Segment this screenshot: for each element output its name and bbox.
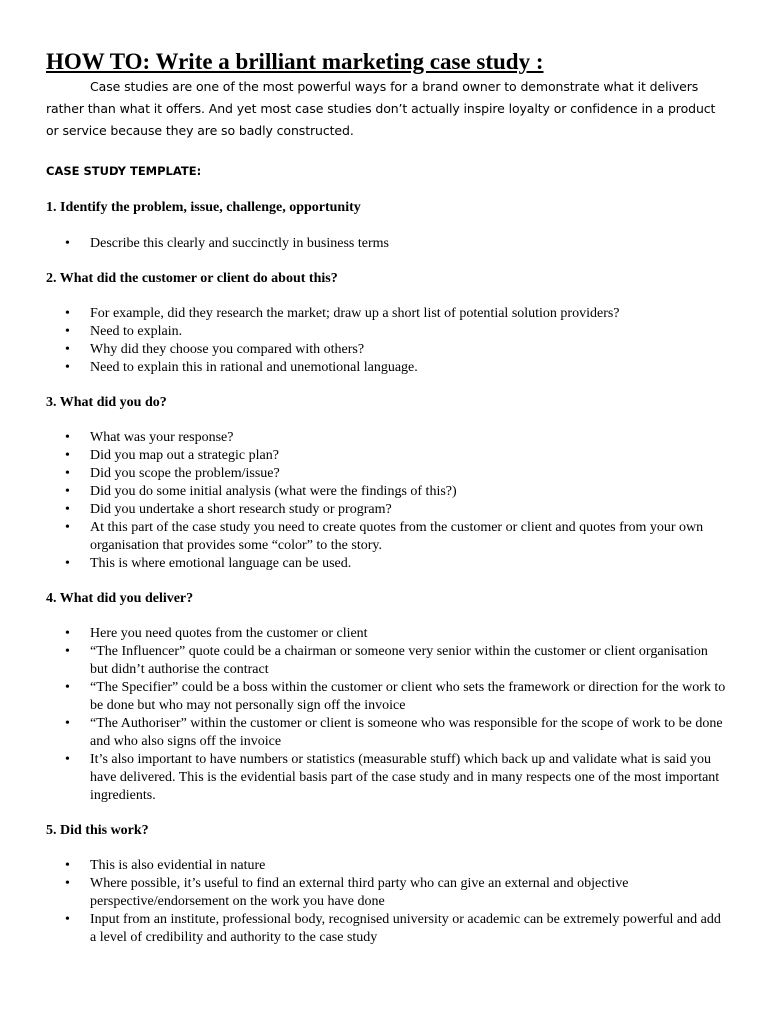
bullet-icon: •: [65, 236, 70, 251]
bullet-icon: •: [65, 324, 70, 339]
bullet-list: [46, 429, 728, 573]
bullet-text: Need to explain this in rational and unemotional language.: [90, 360, 418, 375]
section-heading: 5. Did this work?: [46, 823, 149, 838]
bullet-item: [46, 323, 728, 341]
bullet-icon: •: [65, 306, 70, 321]
bullet-icon: •: [65, 912, 70, 927]
bullet-icon: •: [65, 484, 70, 499]
bullet-text: For example, did they research the market; draw up a short list of potential solution providers?: [90, 306, 620, 321]
section-heading: 4. What did you deliver?: [46, 591, 194, 606]
section-1: [46, 199, 728, 253]
bullet-item: [46, 341, 728, 359]
bullet-text: Did you scope the problem/issue?: [90, 466, 280, 481]
bullet-text: What was your response?: [90, 430, 234, 445]
bullet-text: At this part of the case study you need to create quotes from the customer or client and quotes from your own organisation that provides some “color” to the story.: [90, 520, 704, 553]
bullet-icon: •: [65, 430, 70, 445]
template-label: CASE STUDY TEMPLATE:: [46, 164, 202, 178]
bullet-icon: •: [65, 626, 70, 641]
bullet-list: [46, 625, 728, 805]
bullet-icon: •: [65, 680, 70, 695]
bullet-item: [46, 643, 728, 679]
section-4: [46, 590, 728, 805]
bullet-item: [46, 235, 728, 253]
bullet-icon: •: [65, 360, 70, 375]
bullet-item: [46, 911, 728, 947]
bullet-text: This is where emotional language can be used.: [90, 556, 352, 571]
bullet-item: [46, 625, 728, 643]
bullet-text: Did you do some initial analysis (what were the findings of this?): [90, 484, 457, 499]
bullet-list: [46, 305, 728, 377]
bullet-icon: •: [65, 342, 70, 357]
bullet-list: [46, 857, 728, 947]
bullet-item: [46, 715, 728, 751]
bullet-item: [46, 555, 728, 573]
bullet-text: Where possible, it’s useful to find an external third party who can give an external and objective perspective/endorsement on the work you have done: [90, 876, 629, 909]
bullet-item: [46, 359, 728, 377]
bullet-item: [46, 305, 728, 323]
document-page: [46, 48, 728, 947]
section-2: [46, 270, 728, 377]
bullet-text: “The Influencer” quote could be a chairman or someone very senior within the customer or client organisation but didn’t authorise the contract: [90, 644, 708, 677]
section-5: [46, 822, 728, 947]
bullet-icon: •: [65, 716, 70, 731]
bullet-icon: •: [65, 876, 70, 891]
bullet-item: [46, 447, 728, 465]
bullet-item: [46, 857, 728, 875]
bullet-text: Here you need quotes from the customer or client: [90, 626, 368, 641]
bullet-item: [46, 429, 728, 447]
section-heading: 2. What did the customer or client do about this?: [46, 271, 338, 286]
bullet-item: [46, 501, 728, 519]
bullet-text: “The Authoriser” within the customer or client is someone who was responsible for the scope of work to be done and who also signs off the invoice: [90, 716, 723, 749]
bullet-text: Why did they choose you compared with others?: [90, 342, 365, 357]
bullet-list: [46, 235, 728, 253]
sections-container: [46, 199, 728, 947]
bullet-text: Input from an institute, professional body, recognised university or academic can be extremely powerful and add a level of credibility and authority to the case study: [90, 912, 721, 945]
bullet-item: [46, 483, 728, 501]
bullet-icon: •: [65, 556, 70, 571]
intro-paragraph: Case studies are one of the most powerful ways for a brand owner to demonstrate what it delivers rather than what it offers. And yet most case studies don’t actually inspire loyalty or confidence in a product or service because they are so badly constructed.: [46, 79, 716, 138]
bullet-icon: •: [65, 520, 70, 535]
bullet-icon: •: [65, 448, 70, 463]
bullet-text: Need to explain.: [90, 324, 183, 339]
bullet-item: [46, 875, 728, 911]
bullet-icon: •: [65, 858, 70, 873]
bullet-text: This is also evidential in nature: [90, 858, 266, 873]
document-title: HOW TO: Write a brilliant marketing case study :: [46, 49, 544, 74]
section-heading: 1. Identify the problem, issue, challenge, opportunity: [46, 200, 361, 215]
bullet-icon: •: [65, 502, 70, 517]
bullet-icon: •: [65, 752, 70, 767]
bullet-item: [46, 679, 728, 715]
section-heading: 3. What did you do?: [46, 395, 167, 410]
bullet-icon: •: [65, 466, 70, 481]
bullet-text: “The Specifier” could be a boss within the customer or client who sets the framework or direction for the work to be done but who may not personally sign off the invoice: [90, 680, 726, 713]
bullet-text: Describe this clearly and succinctly in business terms: [90, 236, 389, 251]
bullet-icon: •: [65, 644, 70, 659]
section-3: [46, 394, 728, 573]
bullet-text: Did you undertake a short research study or program?: [90, 502, 392, 517]
bullet-text: It’s also important to have numbers or statistics (measurable stuff) which back up and validate what is said you have delivered. This is the evidential basis part of the case study and in many respects one of the most important ingredients.: [90, 752, 720, 803]
bullet-item: [46, 751, 728, 805]
bullet-item: [46, 465, 728, 483]
bullet-text: Did you map out a strategic plan?: [90, 448, 279, 463]
bullet-item: [46, 519, 728, 555]
